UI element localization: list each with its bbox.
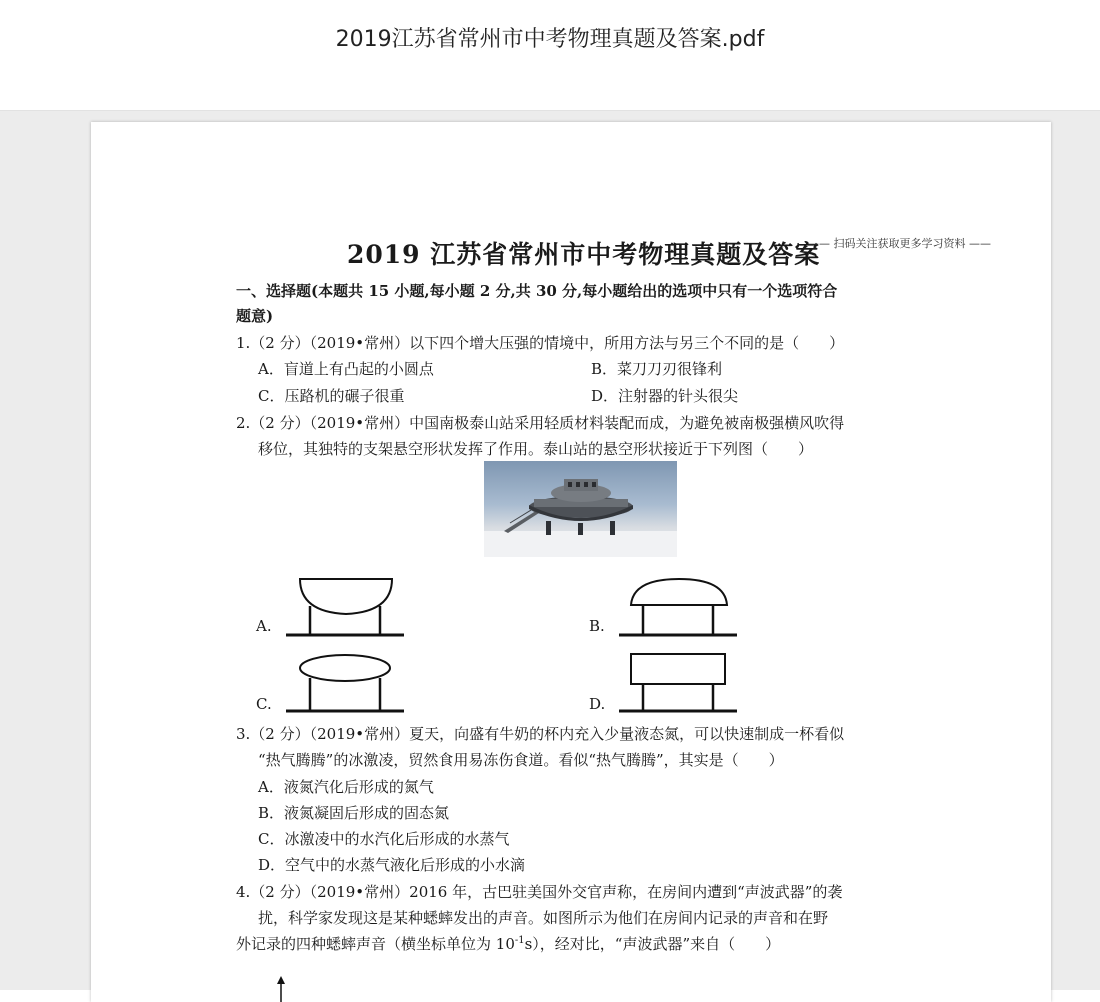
- q3-option-d: D．空气中的水蒸气液化后形成的小水滴: [258, 856, 526, 874]
- q4-stem-line2: 扰，科学家发现这是某种蟋蟀发出的声音。如图所示为他们在房间内记录的声音和在野: [258, 909, 829, 927]
- q2-figure-b: [619, 574, 739, 640]
- q3-stem-line1: 3.（2 分）（2019•常州）夏天，向盛有牛奶的杯内充入少量液态氮，可以快速制成一杯看似: [236, 725, 845, 743]
- q1-option-b: B．菜刀刀刃很锋利: [591, 360, 723, 378]
- q1-option-c: C．压路机的碾子很重: [258, 387, 405, 405]
- section-heading-line2: 题意): [236, 307, 274, 325]
- q4-stem-line1: 4.（2 分）（2019•常州）2016 年，古巴驻美国外交官声称，在房间内遭到“声波武器”的袭: [236, 883, 843, 901]
- q2-stem-line2: 移位，其独特的支架悬空形状发挥了作用。泰山站的悬空形状接近于下列图（ ）: [258, 440, 814, 458]
- document-title: 2019 江苏省常州市中考物理真题及答案: [347, 240, 821, 269]
- q2-figure-c: [286, 650, 406, 716]
- q4-stem-line3-post: s），经对比，“声波武器”来自（ ）: [524, 935, 781, 953]
- taishan-station-photo: [484, 461, 677, 557]
- q4-stem-exponent: -1: [514, 935, 525, 946]
- q2-stem-line1: 2.（2 分）（2019•常州）中国南极泰山站采用轻质材料装配而成，为避免被南极强横风吹得: [236, 414, 845, 432]
- q4-stem-line3: [236, 933, 780, 954]
- q2-option-b-label: B.: [589, 617, 605, 635]
- q2-figure-a: [286, 574, 406, 640]
- q4-stem-line3-pre: 外记录的四种蟋蟀声音（横坐标单位为 10: [236, 935, 515, 953]
- pdf-viewer[interactable]: [0, 111, 1100, 990]
- q1-option-d: D．注射器的针头很尖: [591, 387, 739, 405]
- q2-figure-d: [619, 650, 739, 716]
- q3-option-a: A．液氮汽化后形成的氮气: [258, 778, 434, 796]
- q3-option-b: B．液氮凝固后形成的固态氮: [258, 804, 450, 822]
- file-title: 2019江苏省常州市中考物理真题及答案.pdf: [335, 27, 765, 52]
- station-illustration: [484, 461, 677, 557]
- q2-option-d-label: D.: [589, 695, 606, 713]
- q2-option-c-label: C.: [256, 695, 272, 713]
- scan-note: —— 扫码关注获取更多学习资料 ——: [808, 237, 991, 250]
- section-heading-line1: 一、选择题(本题共 15 小题,每小题 2 分,共 30 分,每小题给出的选项中只有一个选项符合: [236, 282, 838, 300]
- q2-option-a-label: A.: [256, 617, 272, 635]
- q4-graph-axis: [271, 974, 311, 1002]
- q3-stem-line2: “热气腾腾”的冰激凌，贸然食用易冻伤食道。看似“热气腾腾”，其实是（ ）: [258, 751, 784, 769]
- q3-option-c: C．冰激凌中的水汽化后形成的水蒸气: [258, 830, 510, 848]
- q1-option-a: A．盲道上有凸起的小圆点: [258, 360, 434, 378]
- title-bar: [0, 0, 1100, 111]
- q1-stem: 1.（2 分）（2019•常州）以下四个增大压强的情境中，所用方法与另三个不同的是（ ）: [236, 334, 845, 352]
- pdf-page: [91, 122, 1051, 1002]
